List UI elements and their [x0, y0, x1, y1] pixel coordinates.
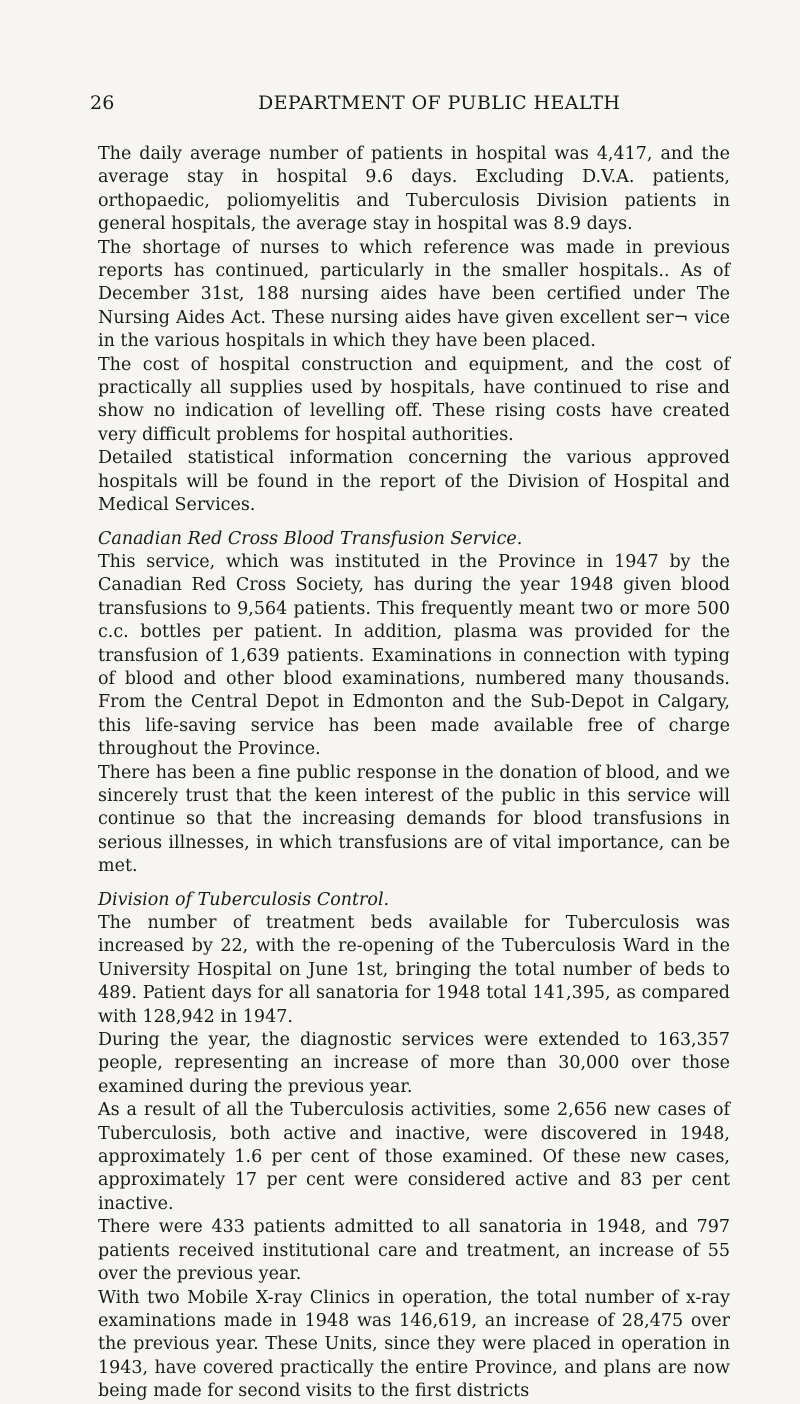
section-heading-blood-transfusion: Canadian Red Cross Blood Transfusion Service. [98, 528, 523, 549]
running-title: DEPARTMENT OF PUBLIC HEALTH [258, 92, 621, 114]
section-heading-tuberculosis: Division of Tuberculosis Control. [98, 889, 390, 910]
paragraph: There were 433 patients admitted to all sanatoria in 1948, and 797 patients received institutional care and treatment, an increase of 55 over the previous year. [98, 1217, 730, 1285]
page-number: 26 [90, 92, 115, 114]
paragraph: The cost of hospital construction and equipment, and the cost of practically all supplies used by hospitals, have continued to rise and show no indication of levelling off. These rising costs have created very difficult problems for hospital authorities. [98, 354, 730, 445]
paragraph: The number of treatment beds available for Tuberculosis was increased by 22, with the re-opening of the Tuberculosis Ward in the University Hospital on June 1st, bringing the total number of beds to 489. Patient days for all sanatoria for 1948 total 141,395, as compared with 128,942 in 1947. [98, 913, 730, 1027]
paragraph: As a result of all the Tuberculosis activities, some 2,656 new cases of Tuberculosis, both active and inactive, were discovered in 1948, approximately 1.6 per cent of those examined. Of these new cases, approximately 17 per cent were considered active and 83 per cent inactive. [98, 1100, 730, 1214]
paragraph: There has been a fine public response in the donation of blood, and we sincerely trust that the keen interest of the public in this service will continue so that the increasing demands for blood transfusions in serious illnesses, in which transfusions are of vital importance, can be met. [98, 762, 730, 877]
paragraph: Detailed statistical information concerning the various approved hospitals will be found in the report of the Division of Hospital and Medical Services. [98, 448, 730, 516]
paragraph: The shortage of nurses to which reference was made in previous reports has continued, particularly in the smaller hospitals.. As of December 31st, 188 nursing aides have been certified under The Nursing Aides Act. These nursing aides have given excellent ser¬ vice in the various hospitals in which they have been placed. [98, 237, 730, 352]
paragraph: During the year, the diagnostic services were extended to 163,357 people, representing an increase of more than 30,000 over those examined during the previous year. [98, 1030, 730, 1097]
paragraph: With two Mobile X-ray Clinics in operation, the total number of x-ray examinations made in 1948 was 146,619, an increase of 28,475 over the previous year. These Units, since they were placed in operation in 1943, have covered practically the entire Province, and plans are now being made for second visits to the first districts [98, 1287, 730, 1402]
paragraph: The daily average number of patients in hospital was 4,417, and the average stay in hospital 9.6 days. Excluding D.V.A. patients, orthopaedic, poliomyelitis and Tuberculosis Division patients in general hospitals, the average stay in hospital was 8.9 days. [98, 144, 730, 235]
page-header [90, 92, 730, 122]
paragraph: This service, which was instituted in the Province in 1947 by the Canadian Red Cross Society, has during the year 1948 given blood transfusions to 9,564 patients. This frequently meant two or more 500 c.c. bottles per patient. In addition, plasma was provided for the transfusion of 1,639 patients. Examinations in connection with typing of blood and other blood examinations, numbered many thousands. From the Central Depot in Edmonton and the Sub-Depot in Calgary, this life-saving service has been made available free of charge throughout the Province. [98, 551, 730, 760]
body-text [98, 143, 730, 1404]
